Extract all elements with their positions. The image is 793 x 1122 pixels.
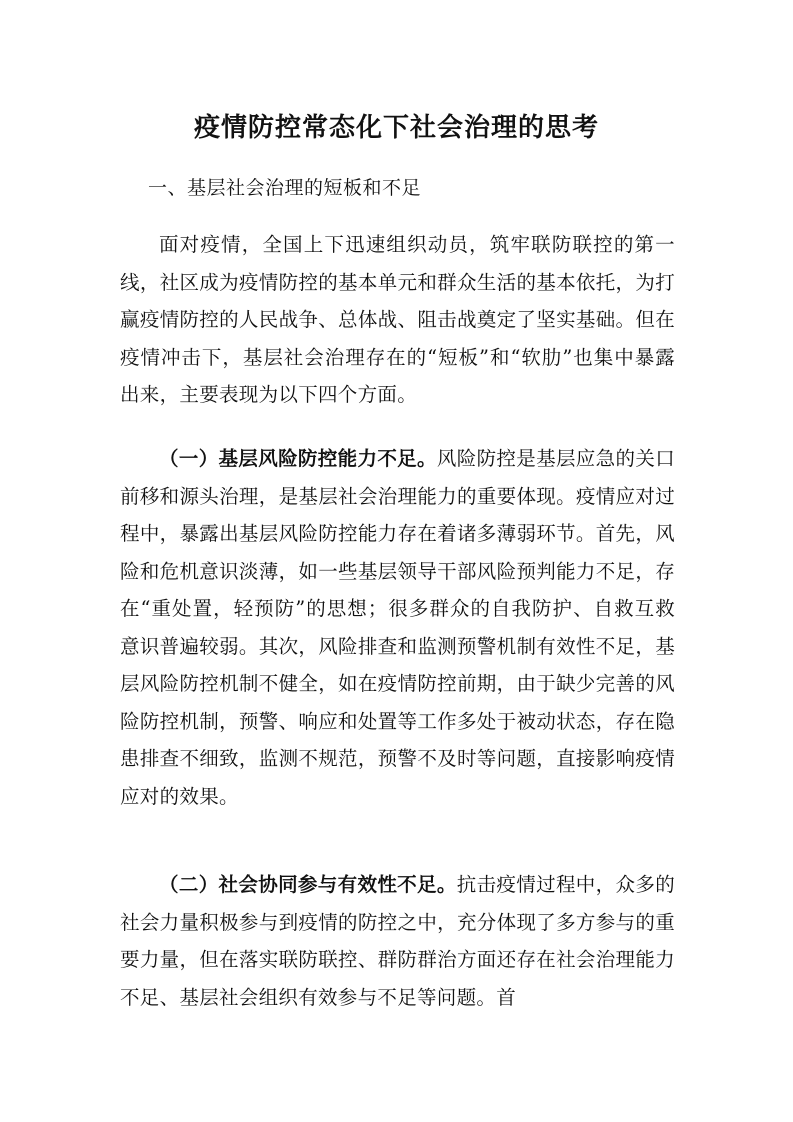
paragraph-social-participation-text: 抗击疫情过程中，众多的社会力量积极参与到疫情的防控之中，充分体现了多方参与的重要力量，但在落实联防联控、群防群治方面还存在社会治理能力不足、基层社会组织有效参与不足等问题。首 [120,873,675,1009]
paragraph-risk-control-text: 风险防控是基层应急的关口前移和源头治理，是基层社会治理能力的重要体现。疫情应对过程中，暴露出基层风险防控能力存在着诸多薄弱环节。首先，风险和危机意识淡薄，如一些基层领导干部风险预判能力不足，存在“重处置，轻预防”的思想；很多群众的自我防护、自救互救意识普遍较弱。其次，风险排查和监测预警机制有效性不足，基层风险防控机制不健全，如在疫情防控前期，由于缺少完善的风险防控机制，预警、响应和处置等工作多处于被动状态，存在隐患排查不细致，监测不规范，预警不及时等问题，直接影响疫情应对的效果。 [120,447,675,808]
paragraph-risk-control-lead: （一）基层风险防控能力不足。 [159,447,437,470]
paragraph-intro [120,226,675,414]
paragraph-social-participation [120,866,675,1016]
section-heading: 一、基层社会治理的短板和不足 [148,177,422,199]
paragraph-social-participation-lead: （二）社会协同参与有效性不足。 [159,873,457,896]
paragraph-intro-text: 面对疫情，全国上下迅速组织动员，筑牢联防联控的第一线，社区成为疫情防控的基本单元和群众生活的基本依托，为打赢疫情防控的人民战争、总体战、阻击战奠定了坚实基础。但在疫情冲击下，基层社会治理存在的“短板”和“软肋”也集中暴露出来，主要表现为以下四个方面。 [120,233,675,406]
paragraph-risk-control [120,440,675,815]
document-title: 疫情防控常态化下社会治理的思考 [193,113,599,143]
